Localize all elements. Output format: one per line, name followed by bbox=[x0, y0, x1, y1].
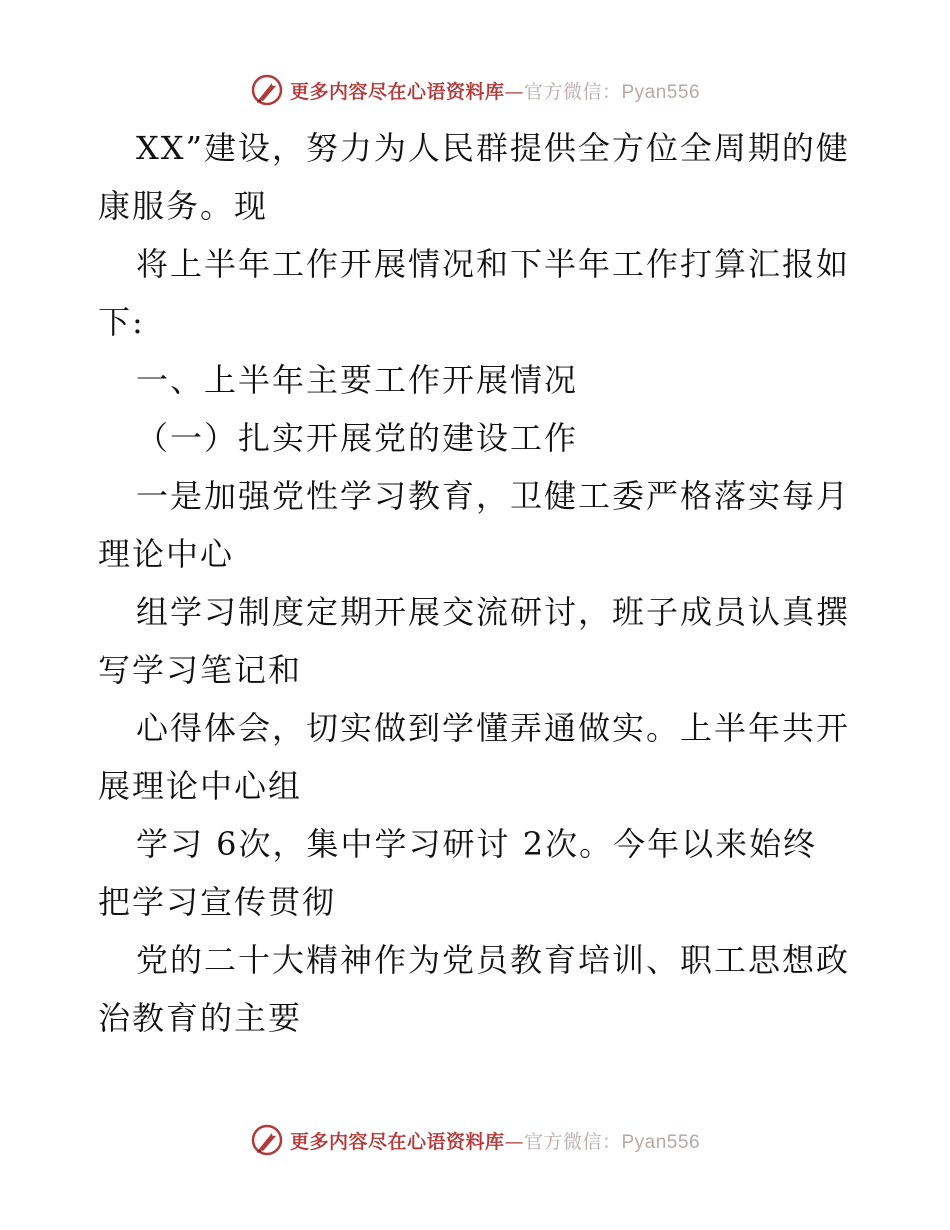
body-line: 一是加强党性学习教育，卫健工委严格落实每月 bbox=[136, 477, 851, 515]
document-body bbox=[98, 124, 858, 1052]
footer-watermark bbox=[0, 1120, 950, 1160]
watermark-brand: 更多内容尽在心语资料库 bbox=[289, 80, 505, 103]
header-watermark bbox=[0, 70, 950, 110]
subsection-heading: （一）扎实开展党的建设工作 bbox=[136, 419, 579, 457]
watermark-contact-label: 官方微信： bbox=[523, 1130, 622, 1153]
body-line: XX”建设，努力为人民群提供全方位全周期的健 bbox=[136, 129, 850, 167]
body-line: 写学习笔记和 bbox=[98, 651, 303, 689]
body-line: 将上半年工作开展情况和下半年工作打算汇报如 bbox=[136, 245, 851, 283]
body-line: 心得体会，切实做到学懂弄通做实。上半年共开 bbox=[136, 709, 851, 747]
section-heading: 一、上半年主要工作开展情况 bbox=[136, 361, 579, 399]
watermark-text bbox=[290, 77, 700, 104]
body-line: 理论中心 bbox=[98, 535, 235, 573]
watermark-separator: — bbox=[504, 1130, 524, 1153]
pen-logo-icon bbox=[250, 73, 284, 107]
body-line: 学习 6次，集中学习研讨 2次。今年以来始终 bbox=[136, 825, 818, 863]
body-line: 组学习制度定期开展交流研讨，班子成员认真撰 bbox=[136, 593, 851, 631]
body-line: 下: bbox=[98, 303, 145, 341]
body-line: 展理论中心组 bbox=[98, 767, 303, 805]
body-line: 康服务。现 bbox=[98, 187, 269, 225]
pen-logo-icon bbox=[250, 1123, 284, 1157]
watermark-text bbox=[290, 1127, 700, 1154]
body-line: 治教育的主要 bbox=[98, 999, 303, 1037]
watermark-separator: — bbox=[504, 80, 524, 103]
watermark-contact-id: Pyan556 bbox=[621, 81, 701, 103]
watermark-brand: 更多内容尽在心语资料库 bbox=[289, 1130, 505, 1153]
watermark-contact-label: 官方微信： bbox=[523, 80, 622, 103]
body-line: 把学习宣传贯彻 bbox=[98, 883, 337, 921]
body-line: 党的二十大精神作为党员教育培训、职工思想政 bbox=[136, 941, 851, 979]
watermark-contact-id: Pyan556 bbox=[621, 1131, 701, 1153]
